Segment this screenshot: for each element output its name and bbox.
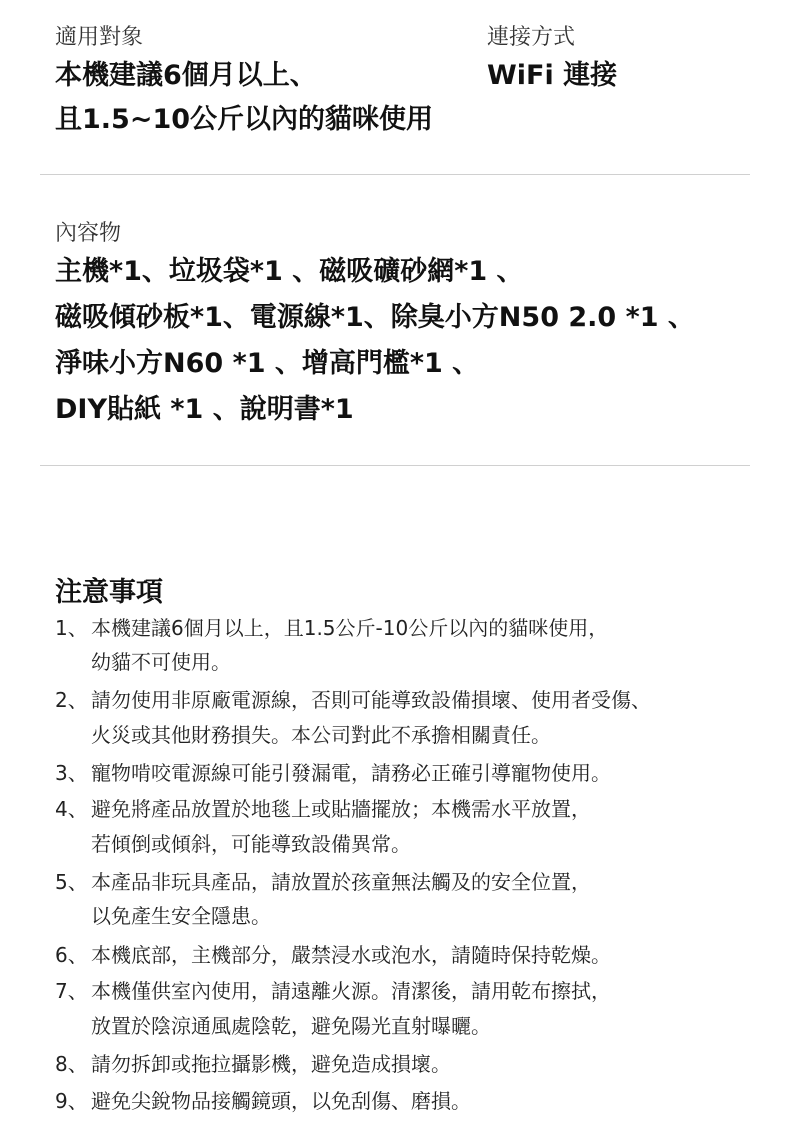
note-text: 本機僅供室內使用，請遠離火源。清潔後，請用乾布擦拭， [91,979,611,1003]
note-number: 3、 [55,761,88,785]
note-number: 1、 [55,616,88,640]
note-text: 本機建議6個月以上，且1.5公斤-10公斤以內的貓咪使用， [91,616,609,640]
target-value-line-2: 且1.5~10公斤以內的貓咪使用 [55,104,434,135]
contents-line-1: 主機*1、垃圾袋*1 、磁吸礦砂網*1 、 [55,256,524,287]
note-number: 9、 [55,1089,88,1113]
target-label: 適用對象 [55,25,144,50]
note-text: 本產品非玩具產品，請放置於孩童無法觸及的安全位置， [91,870,591,894]
note-text: 放置於陰涼通風處陰乾，避免陽光直射曝曬。 [91,1014,491,1038]
contents-line-4: DIY貼紙 *1 、說明書*1 [55,394,354,425]
note-text: 請勿使用非原廠電源線，否則可能導致設備損壞、使用者受傷、 [91,688,651,712]
note-text: 若傾倒或傾斜，可能導致設備異常。 [91,832,411,856]
note-number: 2、 [55,688,88,712]
note-number: 7、 [55,979,88,1003]
contents-label: 內容物 [55,221,122,246]
connection-value: WiFi 連接 [487,60,618,91]
note-number: 8、 [55,1052,88,1076]
note-text: 以免產生安全隱患。 [91,904,271,928]
note-text: 請勿拆卸或拖拉攝影機，避免造成損壞。 [91,1052,451,1076]
note-text: 避免將產品放置於地毯上或貼牆擺放；本機需水平放置， [91,797,591,821]
note-text: 幼貓不可使用。 [91,650,231,674]
note-text: 避免尖銳物品接觸鏡頭，以免刮傷、磨損。 [91,1089,471,1113]
divider-1 [40,174,750,175]
note-number: 4、 [55,797,88,821]
note-number: 5、 [55,870,88,894]
connection-label: 連接方式 [487,25,576,50]
note-number: 6、 [55,943,88,967]
divider-2 [40,465,750,466]
contents-line-3: 淨味小方N60 *1 、增高門檻*1 、 [55,348,480,379]
note-text: 本機底部，主機部分，嚴禁浸水或泡水，請隨時保持乾燥。 [91,943,611,967]
note-text: 寵物啃咬電源線可能引發漏電，請務必正確引導寵物使用。 [91,761,611,785]
contents-line-2: 磁吸傾砂板*1、電源線*1、除臭小方N50 2.0 *1 、 [55,302,695,333]
notes-title: 注意事項 [55,577,163,608]
note-text: 火災或其他財務損失。本公司對此不承擔相關責任。 [91,723,551,747]
target-value-line-1: 本機建議6個月以上、 [55,60,317,91]
